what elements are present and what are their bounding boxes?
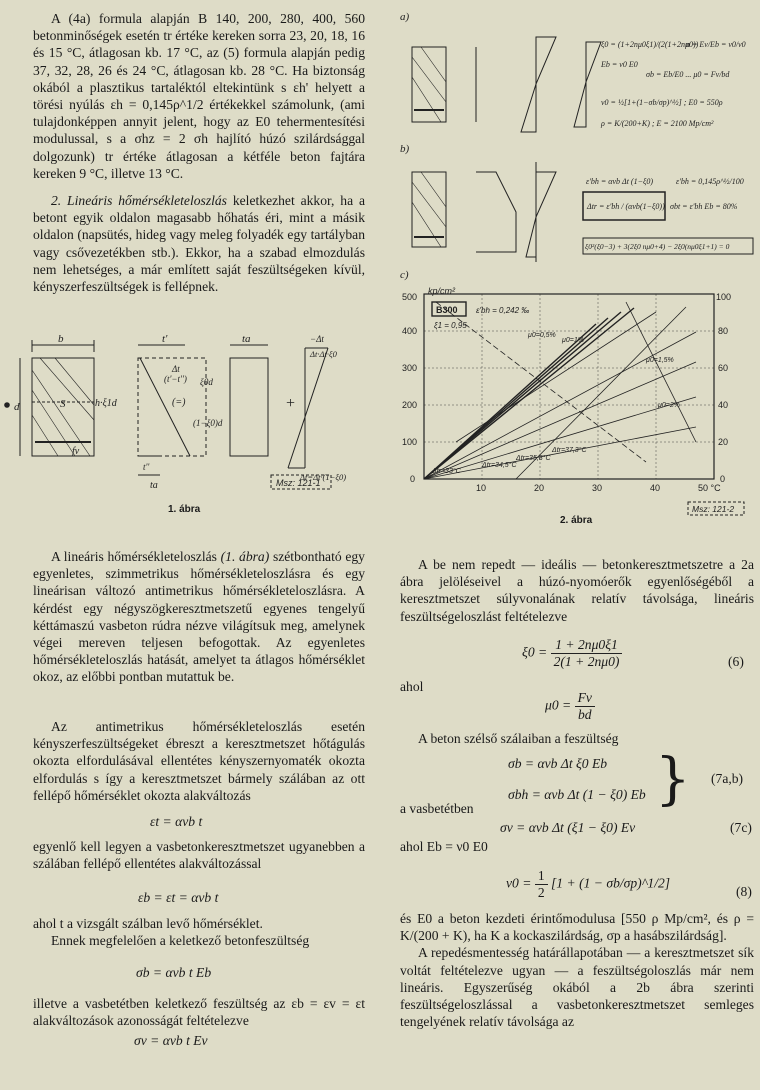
right-paragraph-3	[400, 730, 754, 747]
fig2-a-formula-4: σb = Eb/E0 ... μ0 = Fv/bd	[646, 70, 730, 79]
fig2-c-r-tick-1: 20	[718, 437, 729, 447]
fig1-label-one-minus: (1−ξ0)d	[193, 418, 223, 428]
equation-6-number: (6)	[728, 654, 744, 669]
fig2-label-c: c)	[400, 269, 409, 281]
brace: }	[655, 747, 691, 812]
fig2-c-x-tick-3: 30	[592, 483, 603, 493]
fig2-a-formula-1: ξ0 = (1+2nμ0ξ1)/(2(1+2nμ0))	[601, 40, 699, 49]
fig2-c-label-4: μ0=2%	[658, 402, 680, 409]
fig2-c-y-axis-label: kp/cm²	[428, 286, 455, 296]
fig1-label-xi0d: ξ0d	[200, 377, 213, 387]
fig2-c-x-tick-1: 10	[476, 483, 487, 493]
figure-2	[396, 2, 756, 527]
para-text: egyenlő kell legyen a vasbetonkeresztmetszet ugyanebben a szálában fellépő ellentétes alakváltozással	[33, 839, 365, 872]
fig2-b-formula-4: σbt = ε'bh Eb = 80%	[670, 202, 738, 211]
fig2-c-label-6: Δtr=35,8°C	[516, 455, 551, 462]
fig2-c-label-2: μ0=1%	[562, 337, 584, 344]
fig2-c-label-1: μ0=0,5%	[528, 332, 556, 339]
right-paragraph-1	[400, 556, 754, 625]
fig2-caption: 2. ábra	[560, 515, 593, 526]
equation-6: ξ0 = $\frac{1 + 2n\mu 0\xi 1}{2(1 + 2n\mu 0)}$	[522, 637, 622, 670]
fig2-c-y-tick-3: 300	[402, 363, 418, 373]
fig1-label-dt-half2: (t'−t'')	[164, 374, 187, 384]
equation-4: σv = αvb t Ev	[134, 1033, 208, 1048]
fig2-c-box2: ξ1 = 0,95	[434, 321, 467, 330]
equation-2: εb = εt = αvb t	[138, 890, 219, 905]
para-text: keletkezhet akkor, ha a betont egyik oldalon magasabb hőhatás éri, mint a másik oldalon (napsütés, hideg vagy meleg folyadék egy tartályban vagy csővezetékben stb.). Ekkor, ha a szabad elmozdulás nem lehetséges, a már említett saját feszültségeken kívül, kényszerfeszültségek is fellépnek.	[33, 193, 366, 295]
equation-7b: σbh = αvb Δt (1 − ξ0) Eb	[508, 787, 646, 802]
fig2-b-formula-2: ε'bh = 0,145ρ^½/100	[676, 177, 744, 186]
para-text: Az antimetrikus hőmérsékleteloszlás esetén kényszerfeszültségeket ébreszt a keresztmetszet hőtágulás okozta elfordulásával ellentétes kényszernyomaték okozta elfordulás s így a keresztmetszet bármely szálában az ott fellépő hőmérséklet okozta alakváltozás	[33, 719, 365, 803]
para-text: a vasbetétben	[400, 801, 474, 816]
fig1-label-d: d	[14, 401, 20, 413]
fig2-a-formula-2: n = Ev/Eb = ν0/ν0	[686, 40, 746, 49]
fig2-c-r-tick-3: 60	[718, 363, 729, 373]
left-paragraph-3	[33, 548, 365, 686]
equation-8: ν0 = $\frac{1}{2}$ [1 + (1 − σb/σp)^1/2]	[506, 868, 671, 900]
para-text: A lineáris hőmérsékleteloszlás	[51, 549, 221, 564]
para-text: A beton szélső szálaiban a feszültség	[418, 731, 619, 746]
fig2-c-x-tick-5: 50 °C	[698, 483, 721, 493]
fig2-a-formula-5: ν0 = ½[1+(1−σb/σp)^½] ; E0 = 550ρ	[601, 98, 723, 107]
fig1-label-plus: +	[286, 395, 296, 412]
fig2-c-box1: B300	[436, 305, 458, 315]
fig2-c-x-tick-2: 20	[534, 483, 545, 493]
fig2-a-formula-6: ρ = K/(200+K) ; E = 2100 Mp/cm²	[601, 119, 714, 128]
left-paragraph-5	[33, 838, 365, 872]
fig1-caption: 1. ábra	[168, 504, 201, 515]
fig2-c-box-pct: ε'bh = 0,242 ‰	[476, 306, 530, 315]
fig1-label-dtxi: Δt·Δt·ξ0	[310, 349, 337, 359]
equation-7ab-number: (7a,b)	[711, 771, 744, 786]
equation-3: σb = αvb t Eb	[136, 965, 212, 980]
para-text: ahol Eb = ν0 E0	[400, 839, 488, 854]
fig2-c-r-tick-4: 80	[718, 326, 729, 336]
para-text: ahol	[400, 679, 424, 694]
para-text: A repedésmentesség határállapotában — a keresztmetszet sík voltát feltételezve ugyan — a feszültségoloszlás már nem lineáris. Egyszerűség okából a 2b ábra szerinti feszültségeloszlással a vasbetonkeresztmetszet semleges tengelyének relatív távolsága az	[400, 945, 754, 1030]
left-paragraph-6	[33, 915, 365, 949]
fig2-c-label-7: Δtr=34,5°C	[482, 462, 517, 469]
fig2-c-label-3: μ0=1,5%	[646, 357, 674, 364]
fig2-c-y-tick-5: 500	[402, 292, 418, 302]
left-paragraph-1	[33, 10, 365, 182]
figure-ref: (1. ábra)	[220, 549, 270, 564]
figure-1	[0, 330, 380, 500]
right-paragraph-6	[400, 910, 754, 1030]
fig2-c-y-tick-1: 100	[402, 437, 418, 447]
fig2-c-y-tick-4: 400	[402, 326, 418, 336]
fig1-label-ta: ta	[242, 333, 251, 345]
fig1-label-fv: fv	[72, 446, 80, 457]
fig2-label-a: a)	[400, 11, 410, 23]
left-paragraph-8	[33, 995, 365, 1029]
equation-7a: σb = αvb Δt ξ0 Eb	[508, 756, 608, 771]
fig1-label-dt-half: Δt	[172, 364, 180, 374]
para-text: illetve a vasbetétben keletkező feszültség az εb = εv = εt alakváltozások azonosságát feltételezve	[33, 996, 365, 1029]
para-text: A (4a) formula alapján B 140, 200, 280, 400, 560 betonminőségek esetén tr értéke kereken sorra 23, 20, 18, 16 és 15 °C, átlagosan kb. 17 °C, az (5) formula alapján pedig 37, 32, 28, 26 és 24 °C, átlagosan kb. 28 °C. Ha biztonság okából a plasztikus tartaléktól eltekintünk s εh' helyett a törési nyúlás εh = 0,145ρ^1/2 értékekkel számolunk, (ami tulajdonképpen annyit jelent, hogy az E0 tehermentesítési modulussal, s a σhz = 2 σh hajlító húzó szilárdsággal dolgozunk) tr értéke átlagosan a kétféle beton fajtára kereken 9 °C, illetve 13 °C.	[33, 11, 365, 181]
equation-1: εt = αvb t	[150, 814, 203, 829]
fig2-c-label-8: Δtr=33°C	[432, 468, 461, 475]
fig2-c-r-tick-2: 40	[718, 400, 729, 410]
fig2-b-formula-5: ξ0²(ξ0−3) + 3(2ξ0 nμ0+4) − 2ξ0(nμ0ξ1+1) = 0	[585, 242, 730, 251]
fig2-c-r-tick-0: 0	[720, 474, 726, 484]
fig2-c-x-tick-4: 40	[650, 483, 661, 493]
fig1-label-dt-top: −Δt	[310, 334, 324, 344]
right-paragraph-4	[400, 800, 754, 817]
para-text: és E0 a beton kezdeti érintőmodulusa [550 ρ Mp/cm², és ρ = K/(200 + K), ha K a kockaszilárdság, σp a hasábszilárdság].	[400, 911, 754, 944]
fig1-label-eq: (=)	[172, 397, 186, 408]
fig2-c-y-tick-2: 200	[402, 400, 418, 410]
equation-7c: σv = αvb Δt (ξ1 − ξ0) Ev	[500, 820, 636, 835]
equation-mu: μ0 = $\frac{Fv}{bd}$	[545, 690, 595, 723]
fig1-label-h: h·ξ1d	[95, 398, 117, 409]
section-title: 2. Lineáris hőmérsékleteloszlás	[51, 193, 227, 208]
fig2-c-label-5: Δtr=37,3°C	[552, 447, 587, 454]
para-text: szétbontható egy egyenletes, szimmetrikus hőmérsékleteloszlásra és egy lineárisan változó antimetrikus hőmérsékleteloszlásra. A kérdést egy négyszögkeresztmetszetű egyenes tengelyű kéttámaszú vasbeton rúdra nézve világítsuk meg, amelynek végei mereven teljesen befogottak. Az egyenletes hőmérsékleteloszlás hatását, amelyet ta átlagos hőmérséklet okoz, az előbbi pontban mutattuk be.	[33, 549, 365, 685]
fig2-stamp: Msz: 121-2	[692, 504, 735, 514]
fig1-label-dtbot: Δt=Δt·(1−ξ0)	[300, 472, 347, 482]
fig1-stamp: Msz: 121-1	[276, 478, 321, 488]
fig1-label-ta2: ta	[150, 480, 158, 491]
fig2-b-formula-3: Δtr = ε'bh / (αvb(1−ξ0))	[587, 202, 665, 211]
left-paragraph-4	[33, 718, 365, 804]
fig2-c-y-tick-0: 0	[410, 474, 416, 484]
equation-7c-number: (7c)	[730, 820, 752, 835]
fig1-label-b: b	[58, 333, 64, 345]
fig1-label-tprime: t'	[162, 333, 168, 345]
para-text: A be nem repedt — ideális — betonkeresztmetszetre a 2a ábra jelöléseivel a húzó-nyomóerők egyenlőségéből a keresztmetszet súlyvonalának relatív távolsága, lineáris feszültségeloszlást feltételezve	[400, 557, 754, 624]
fig2-label-b: b)	[400, 143, 410, 155]
fig1-label-t2: t''	[143, 462, 150, 472]
fig2-a-formula-3: Eb = ν0 E0	[601, 60, 638, 69]
para-text: ahol t a vizsgált szálban levő hőmérséklet.	[33, 916, 263, 931]
para-text: Ennek megfelelően a keletkező betonfeszültség	[51, 933, 310, 949]
fig2-c-r-tick-5: 100	[716, 292, 732, 302]
left-paragraph-2	[33, 192, 365, 295]
equation-8-number: (8)	[736, 884, 752, 899]
right-paragraph-5	[400, 838, 754, 855]
fig1-label-s: S	[60, 398, 66, 410]
fig2-b-formula-1: ε'bh = αvb Δt (1−ξ0)	[586, 177, 654, 186]
